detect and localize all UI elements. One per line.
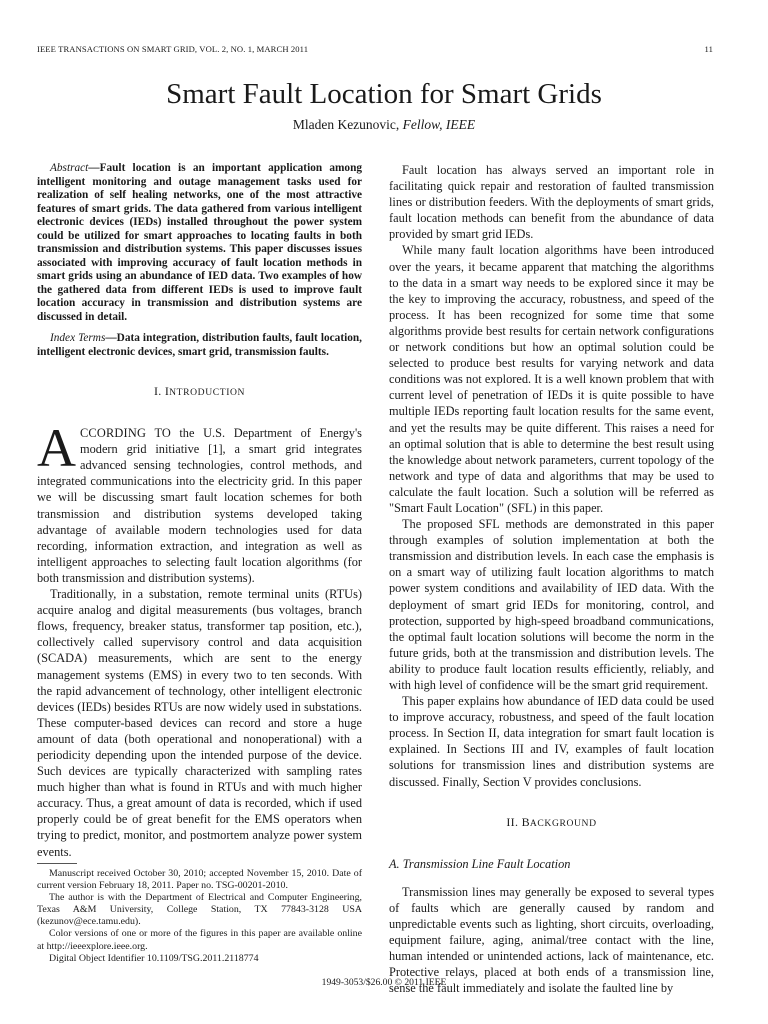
abstract — [37, 162, 362, 324]
caps-lead: CCORDING — [80, 426, 147, 441]
drop-cap: A — [37, 418, 76, 479]
section-heading-introduction: I. INTRODUCTION — [153, 384, 246, 398]
abstract-lead: Abstract — [50, 162, 89, 174]
byline: Mladen Kezunovic, Fellow, IEEE — [292, 117, 476, 132]
copyright-footer: 1949-3053/$26.00 © 2011 IEEE — [321, 977, 447, 988]
author-grade: Fellow, IEEE — [402, 117, 476, 132]
footnote-manuscript: Manuscript received October 30, 2010; accepted November 15, 2010. Date of current version February 18, 2011. Paper no. TSG-00201-2010. — [37, 868, 362, 892]
intro-paragraph-6: This paper explains how abundance of IED data could be used to improve accuracy, robustness, and speed of the fault location process. In Section II, data integration for smart fault location is explained. In Sections III and IV, examples of fault location solutions for transmission lines and distribution systems are discussed. Finally, Section V provides conclusions. — [389, 694, 714, 789]
running-head — [37, 44, 713, 58]
footnote-color: Color versions of one or more of the figures in this paper are available online at http://ieeexplore.ieee.org. — [37, 928, 362, 952]
left-column — [37, 162, 362, 860]
author-name: Mladen Kezunovic — [292, 117, 396, 132]
background-paragraph-1: Transmission lines may generally be exposed to several types of faults which are generally caused by random and unpredictable events such as lighting, short circuits, overloading, equipment failure, aging, animal/tree contact with the line, human intended or unintended actions, lack of maintenance, etc. Protective relays, placed at both ends of a transmission line, sense the fault immediately and isolate the faulted line by — [389, 884, 714, 996]
section-heading-background: II. BACKGROUND — [506, 814, 597, 829]
intro-paragraph-1: ACCORDING TO the U.S. Department of Energy's modern grid initiative [1], a smart grid integrates advanced sensing technologies, control methods, and integrated communications into the electricity grid. In this paper we will be discussing smart fault location schemes for both transmission and distribution systems developed taking advantage of available modern technologies used for data recording, information extraction, and integration as well as intelligent approaches to selecting fault location algorithms (for both transmission and distribution systems). — [37, 418, 362, 585]
index-terms — [37, 332, 362, 359]
intro-paragraph-5: The proposed SFL methods are demonstrated in this paper through examples of solution implementation at both the transmission and distribution levels. In each case the emphasis is on a smart way of utilizing fault location algorithms to match power system conditions and availability of IED data. With the deployment of smart grid IEDs for monitoring, control, and protection, supported by high-speed broadband communications, the optimal fault location solutions will become the norm in the future grids, both at the transmission and distribution levels. The ability to produce fault location results efficiently, reliably, and with high level of confidence will be the smart grid requirement. — [389, 517, 714, 692]
index-terms-lead: Index Terms — [50, 332, 106, 344]
intro-paragraph-4: While many fault location algorithms have been introduced over the years, it became apparent that matching the algorithms to the data in a smart way needs to be explored since it may be the key to improving the accuracy, robustness, and speed of the process. It has been recognized for some time that some algorithms provide best results for certain network configurations or network conditions but how an optimal solution could be selected to produce best results for varying network and data conditions was not explored. It is a well known problem that with current level of penetration of IEDs it is quite possible to have multiple IEDs reporting fault location results for the same event, and yet the results may be quite different. This raises a need for an optimal solution that is able to determine the best result using the knowledge about network parameters, current topology of the network and type of data and algorithms that may be used to calculate the fault location. Such a solution will be referred as "Smart Fault Location" (SFL) in this paper. — [389, 243, 714, 515]
journal-info: IEEE TRANSACTIONS ON SMART GRID, VOL. 2, NO. 1, MARCH 2011 — [37, 44, 309, 54]
footnote-rule — [37, 863, 77, 864]
paper-title: Smart Fault Location for Smart Grids — [166, 78, 602, 110]
footnote-doi: Digital Object Identifier 10.1109/TSG.2011.2118774 — [49, 952, 259, 964]
abstract-text: —Fault location is an important application among intelligent monitoring and outage management tasks used for realization of self healing networks, one of the most attractive features of smart grids. The data gathered from various intelligent electronic devices (IEDs) installed throughout the power system could be utilized for smart approaches to locating faults in both transmission and distribution systems. This paper discusses issues associated with improving accuracy of fault location methods in smart grids using an abundance of IED data. Two examples of how the gathered data from different IEDs is used to improve fault location accuracy in transmission and distribution systems are discussed in detail. — [37, 162, 362, 323]
subsection-heading: A. Transmission Line Fault Location — [389, 856, 571, 871]
right-column — [389, 162, 714, 997]
index-terms-text: —Data integration, distribution faults, fault location, intelligent electronic devices, smart grid, transmission faults. — [37, 332, 362, 358]
intro-paragraph-3: Fault location has always served an important role in facilitating quick repair and restoration of faulted transmission lines or distribution feeders. With the deployments of smart grids, fault location methods can benefit from the abundance of data provided by smart grid IEDs. — [389, 163, 714, 242]
intro-paragraph-2: Traditionally, in a substation, remote terminal units (RTUs) acquire analog and digital measurements (bus voltages, branch flows, frequency, breaker status, transformer tap position, etc.), collectively called supervisory control and data acquisition (SCADA) measurements, which are sent to the energy management systems (EMS) in every two to ten seconds. With the rapid advancement of technology, other intelligent electronic devices (IEDs) besides RTUs are now widely used in substations. These computer-based devices can record and store a huge amount of data (both operational and nonoperational) with a periodicity depending upon the intended purpose of the device. Such devices are typically characterized with sampling rates much higher than what is found in RTUs and with much higher accuracy. Thus, a great amount of data is recorded, which if used properly could be of great benefit for the EMS operators when trying to predict, monitor, and postmortem analyze power system events. — [37, 587, 362, 859]
footnote-affiliation: The author is with the Department of Electrical and Computer Engineering, Texas A&M University, College Station, TX 77843-3128 USA (kezunov@ece.tamu.edu). — [37, 892, 362, 928]
page-number: 11 — [704, 44, 713, 54]
footnotes — [37, 863, 362, 965]
